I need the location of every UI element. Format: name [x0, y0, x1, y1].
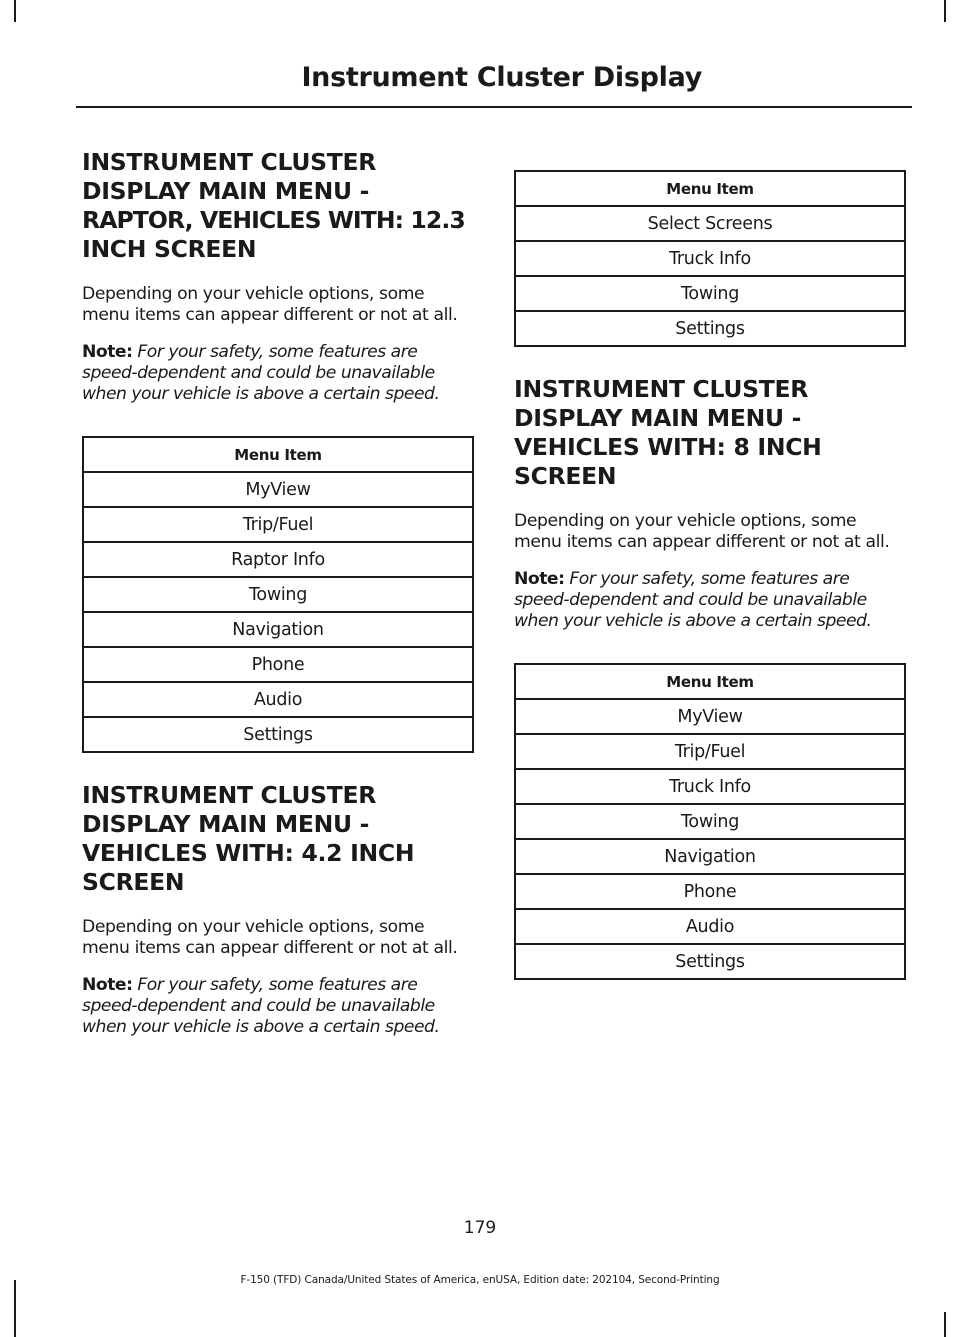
table-row: Audio [83, 682, 473, 717]
table-row: Truck Info [515, 241, 905, 276]
table-row: Phone [83, 647, 473, 682]
table-row: Raptor Info [83, 542, 473, 577]
table-row: Settings [515, 311, 905, 346]
table-row: Navigation [83, 612, 473, 647]
right-column [514, 170, 906, 980]
table-row: Truck Info [515, 769, 905, 804]
table-header: Menu Item [515, 171, 905, 206]
table-row: Trip/Fuel [83, 507, 473, 542]
table-row: Navigation [515, 839, 905, 874]
section-note: Note: For your safety, some features are speed-dependent and could be unavailable when your vehicle is above a certain speed. [514, 569, 872, 631]
crop-mark [14, 0, 16, 22]
section-body: Depending on your vehicle options, some menu items can appear different or not at all. [82, 284, 458, 325]
table-row: Select Screens [515, 206, 905, 241]
table-row: Settings [515, 944, 905, 979]
page-title: Instrument Cluster Display [301, 62, 702, 93]
section-heading-4-2-inch: INSTRUMENT CLUSTER DISPLAY MAIN MENU - VEHICLES WITH: 4.2 INCH SCREEN [82, 781, 415, 896]
table-row: Trip/Fuel [515, 734, 905, 769]
table-row: MyView [83, 472, 473, 507]
crop-mark [14, 1280, 16, 1337]
section-note: Note: For your safety, some features are speed-dependent and could be unavailable when your vehicle is above a certain speed. [82, 342, 440, 404]
table-row: Phone [515, 874, 905, 909]
section-heading-12-3-inch: INSTRUMENT CLUSTER DISPLAY MAIN MENU - RAPTOR, VEHICLES WITH: 12.3 INCH SCREEN [82, 148, 465, 263]
section-heading-8-inch: INSTRUMENT CLUSTER DISPLAY MAIN MENU - VEHICLES WITH: 8 INCH SCREEN [514, 375, 822, 490]
menu-table-12-3-inch [82, 436, 474, 753]
left-column [82, 148, 474, 1038]
table-row: MyView [515, 699, 905, 734]
crop-mark [944, 1312, 946, 1337]
menu-table-4-2-inch [514, 170, 906, 347]
table-row: Towing [83, 577, 473, 612]
table-header: Menu Item [515, 664, 905, 699]
section-body: Depending on your vehicle options, some menu items can appear different or not at all. [82, 917, 458, 958]
crop-mark [944, 0, 946, 22]
section-body: Depending on your vehicle options, some menu items can appear different or not at all. [514, 511, 890, 552]
table-row: Towing [515, 276, 905, 311]
page-number: 179 [463, 1218, 497, 1238]
table-header: Menu Item [83, 437, 473, 472]
header-rule [76, 106, 912, 108]
table-row: Towing [515, 804, 905, 839]
menu-table-8-inch [514, 663, 906, 980]
table-row: Audio [515, 909, 905, 944]
section-note: Note: For your safety, some features are speed-dependent and could be unavailable when your vehicle is above a certain speed. [82, 975, 440, 1037]
table-row: Settings [83, 717, 473, 752]
edition-footer: F-150 (TFD) Canada/United States of America, enUSA, Edition date: 202104, Second-Printing [240, 1274, 720, 1286]
